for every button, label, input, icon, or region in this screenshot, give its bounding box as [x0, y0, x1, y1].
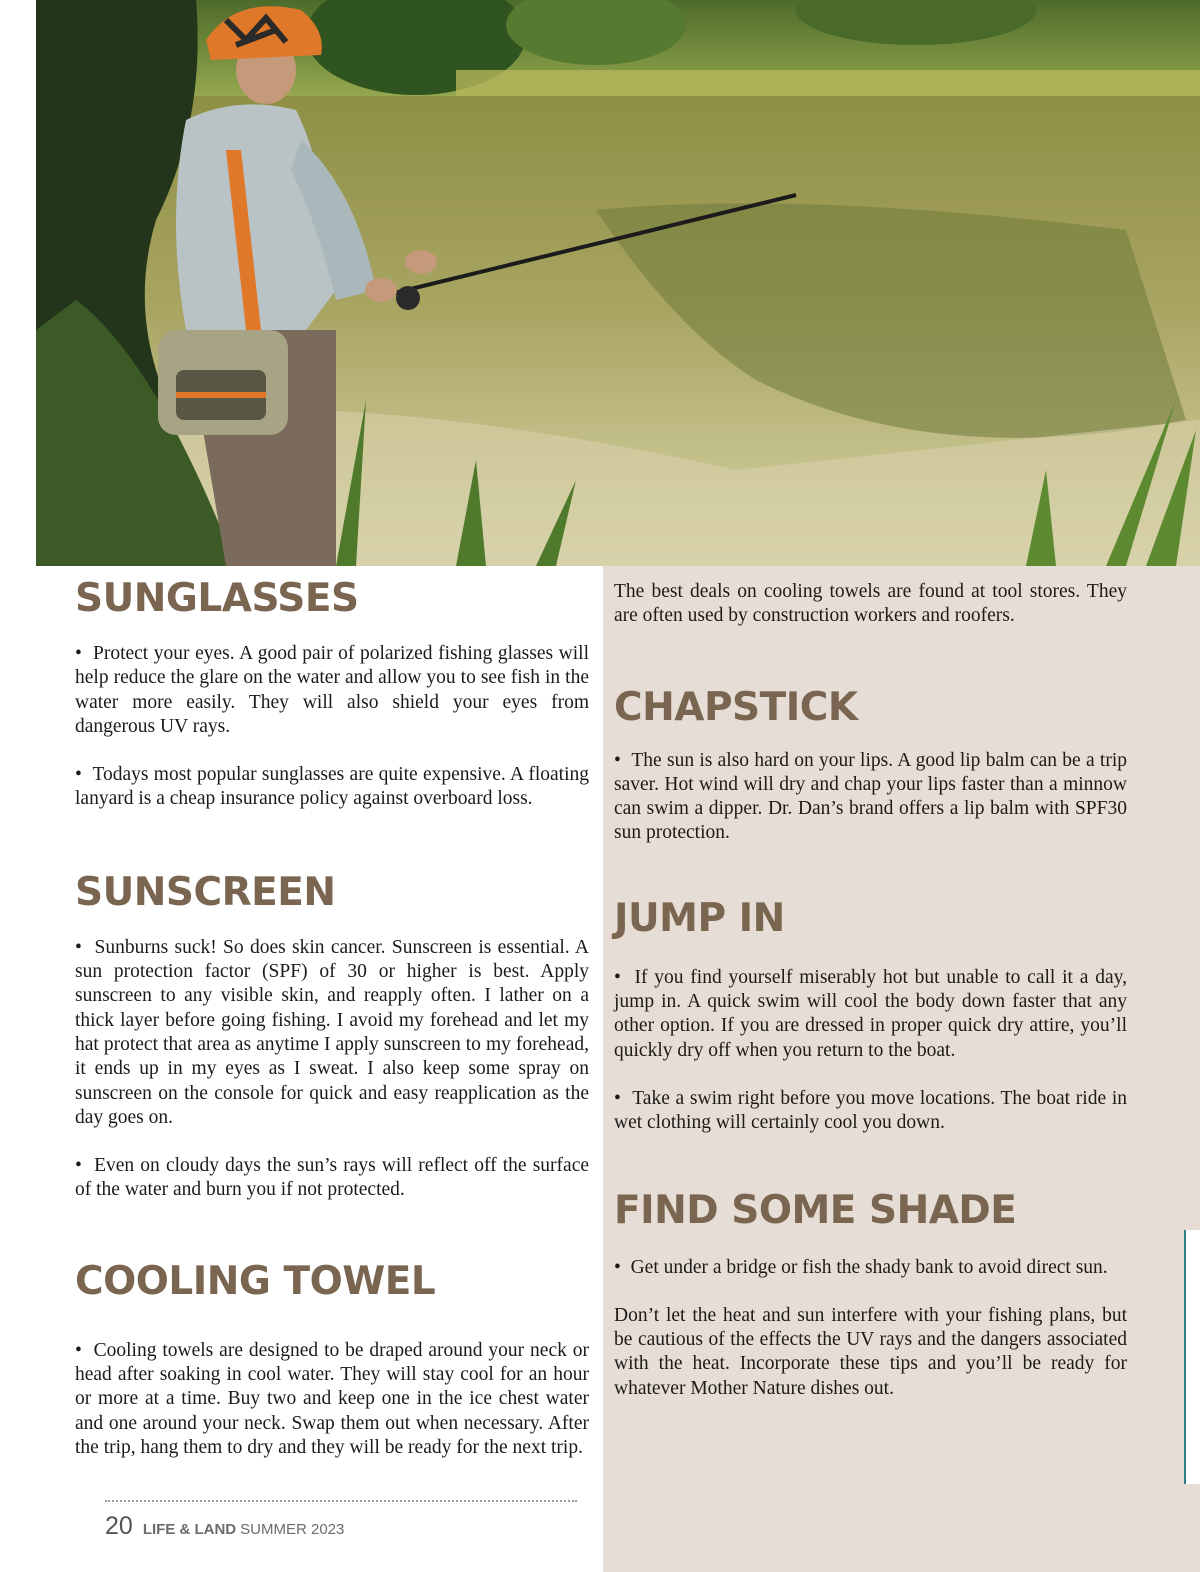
paragraph: • If you find yourself miserably hot but unable to call it a day, jump in. A quick swim will cool the body down faster that any other option. If you are dressed in proper quick dry attire, you’ll quickly dry off when you return to the boat.	[614, 966, 1127, 1063]
publication-name: LIFE & LAND	[142, 1521, 237, 1538]
hero-photo-angler-fishing	[36, 0, 1200, 566]
section-heading: CHAPSTICK	[614, 684, 858, 730]
intro-paragraph: The best deals on cooling towels are found at tool stores. They are often used by construction workers and roofers.	[614, 581, 1127, 627]
section-heading: COOLING TOWEL	[75, 1258, 436, 1304]
paragraph: • Todays most popular sunglasses are quite expensive. A floating lanyard is a cheap insurance policy against overboard loss.	[75, 763, 589, 812]
left-column	[75, 576, 589, 1460]
paragraph: • Even on cloudy days the sun’s rays will reflect off the surface of the water and burn you if not protected.	[75, 1154, 589, 1203]
section-heading: JUMP IN	[614, 895, 785, 941]
paragraph: • Cooling towels are designed to be draped around your neck or head after soaking in cool water. They will stay cool for an hour or more at a time. Buy two and keep one in the ice chest water and one around your neck. Swap them out when necessary. After the trip, hang them to dry and they will be ready for the next trip.	[75, 1339, 589, 1460]
section-cooling-towel	[75, 1259, 589, 1460]
paragraph: • The sun is also hard on your lips. A good lip balm can be a trip saver. Hot wind will dry and chap your lips faster than a minnow can swim a dipper. Dr. Dan’s brand offers a lip balm with SPF30 sun protection.	[614, 749, 1127, 846]
section-heading: FIND SOME SHADE	[614, 1187, 1017, 1233]
page-edge-tab	[1184, 1230, 1200, 1484]
page-number: 20	[105, 1512, 133, 1540]
section-find-some-shade	[614, 1188, 1127, 1280]
issue-label: SUMMER 2023	[240, 1521, 345, 1538]
section-heading: SUNSCREEN	[75, 869, 336, 915]
section-chapstick	[614, 685, 1127, 846]
closing-paragraph: Don’t let the heat and sun interfere with your fishing plans, but be cautious of the effects the UV rays and the dangers associated with the heat. Incorporate these tips and you’ll be ready for whatever Mother Nature dishes out.	[614, 1304, 1127, 1399]
section-sunglasses	[75, 576, 589, 812]
paragraph: • Get under a bridge or fish the shady bank to avoid direct sun.	[614, 1256, 1127, 1280]
paragraph: • Protect your eyes. A good pair of polarized fishing glasses will help reduce the glare on the water and allow you to see fish in the water more easily. They will also shield your eyes from dangerous UV rays.	[75, 642, 589, 739]
page-footer	[105, 1512, 344, 1541]
footer-divider	[105, 1500, 577, 1502]
section-jump-in	[614, 896, 1127, 1136]
angler-illustration	[36, 0, 1200, 566]
paragraph: • Sunburns suck! So does skin cancer. Sunscreen is essential. A sun protection factor (SPF) of 30 or higher is best. Apply sunscreen to any visible skin, and reapply often. I lather on a thick layer before going fishing. I avoid my forehead and let my hat protect that area as anytime I apply sunscreen to my forehead, it ends up in my eyes as I sweat. I also keep some spray on sunscreen on the console for quick and easy reapplication as the day goes on.	[75, 936, 589, 1130]
section-heading: SUNGLASSES	[75, 576, 359, 621]
section-sunscreen	[75, 870, 589, 1203]
right-column	[614, 580, 1127, 1401]
paragraph: • Take a swim right before you move locations. The boat ride in wet clothing will certainly cool you down.	[614, 1087, 1127, 1136]
